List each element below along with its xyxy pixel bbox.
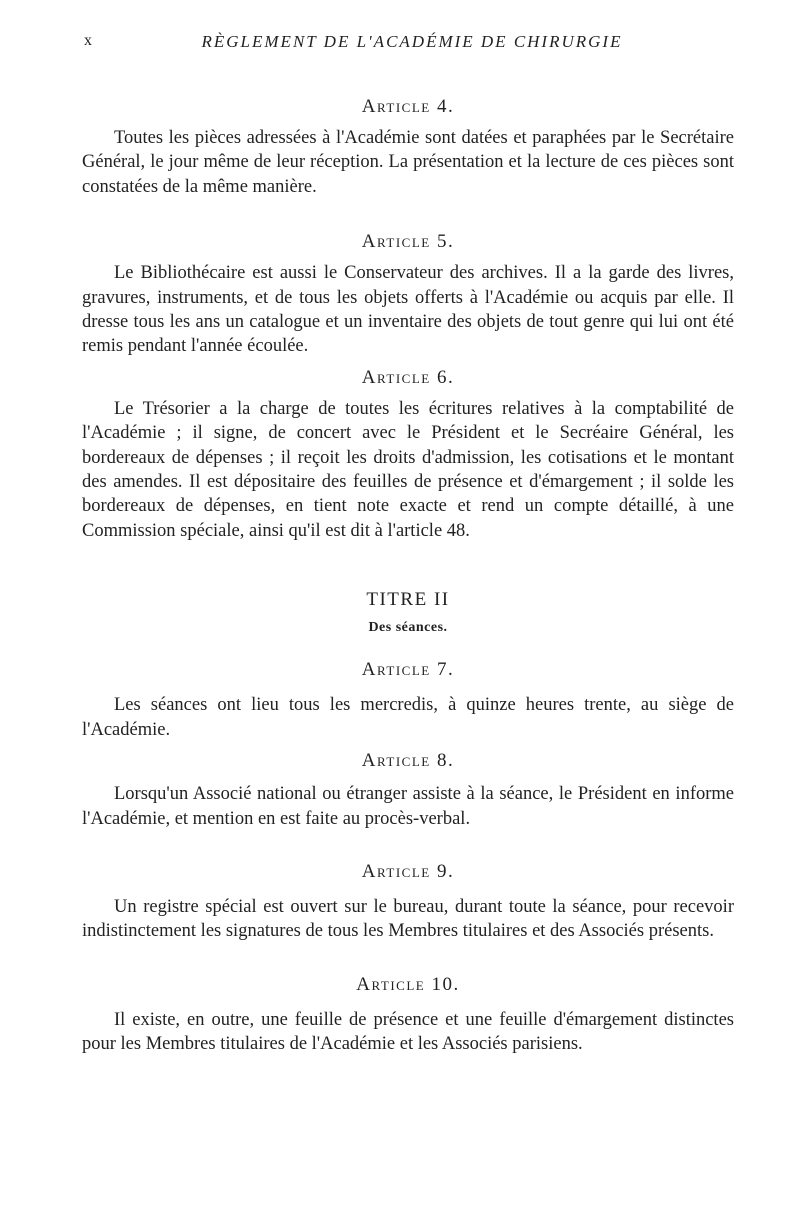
titre-subtitle: Des séances.	[368, 620, 448, 636]
titre-heading: TITRE II	[366, 589, 450, 611]
page-number: x	[84, 32, 93, 49]
article-7-heading: Article 7.	[361, 659, 455, 681]
article-5-text: Le Bibliothécaire est aussi le Conservateur des archives. Il a la garde des livres, gravures, instruments, et de tous les objets offerts à l'Académie ou acquis par elle. Il dresse tous les ans un catalogue et un inventaire des objets de tout genre qui lui ont été remis pendant l'année écoulée.	[82, 263, 734, 357]
article-5-heading: Article 5.	[361, 231, 455, 253]
article-4-text: Toutes les pièces adressées à l'Académie sont datées et paraphées par le Secrétaire Général, le jour même de leur réception. La présentation et la lecture de ces pièces sont constatées de la même manière.	[82, 128, 734, 197]
article-6-text: Le Trésorier a la charge de toutes les écritures relatives à la comptabilité de l'Académie ; il signe, de concert avec le Président et le Secréaire Général, les bordereaux de dépenses ; il reçoit les droits d'admission, les cotisations et le montant des amendes. Il est dépositaire des feuilles de présence et d'émargement ; il solde les bordereaux de dépenses, en tient note exacte et rend un compte détaillé, à une Commission spéciale, ainsi qu'il est dit à l'article 48.	[82, 398, 734, 541]
article-8-heading: Article 8.	[361, 750, 455, 772]
article-9-heading: Article 9.	[361, 860, 455, 882]
article-10-heading: Article 10.	[356, 973, 460, 995]
article-4-heading: Article 4.	[361, 96, 455, 117]
article-7-text: Les séances ont lieu tous les mercredis, à quinze heures trente, au siège de l'Académie.	[82, 695, 734, 740]
article-9-text: Un registre spécial est ouvert sur le bureau, durant toute la séance, pour recevoir indistinctement les signatures de tous les Membres titulaires et des Associés présents.	[82, 896, 734, 942]
running-title: RÈGLEMENT DE L'ACADÉMIE DE CHIRURGIE	[201, 32, 623, 51]
article-8-text: Lorsqu'un Associé national ou étranger assiste à la séance, le Président en informe l'Académie, et mention en est faite au procès-verbal.	[82, 784, 734, 829]
document-body	[82, 94, 734, 1057]
article-6-heading: Article 6.	[361, 366, 455, 388]
running-head	[84, 32, 724, 58]
article-10-text: Il existe, en outre, une feuille de présence et une feuille d'émargement distinctes pour les Membres titulaires de l'Académie et les Associés parisiens.	[82, 1009, 734, 1055]
